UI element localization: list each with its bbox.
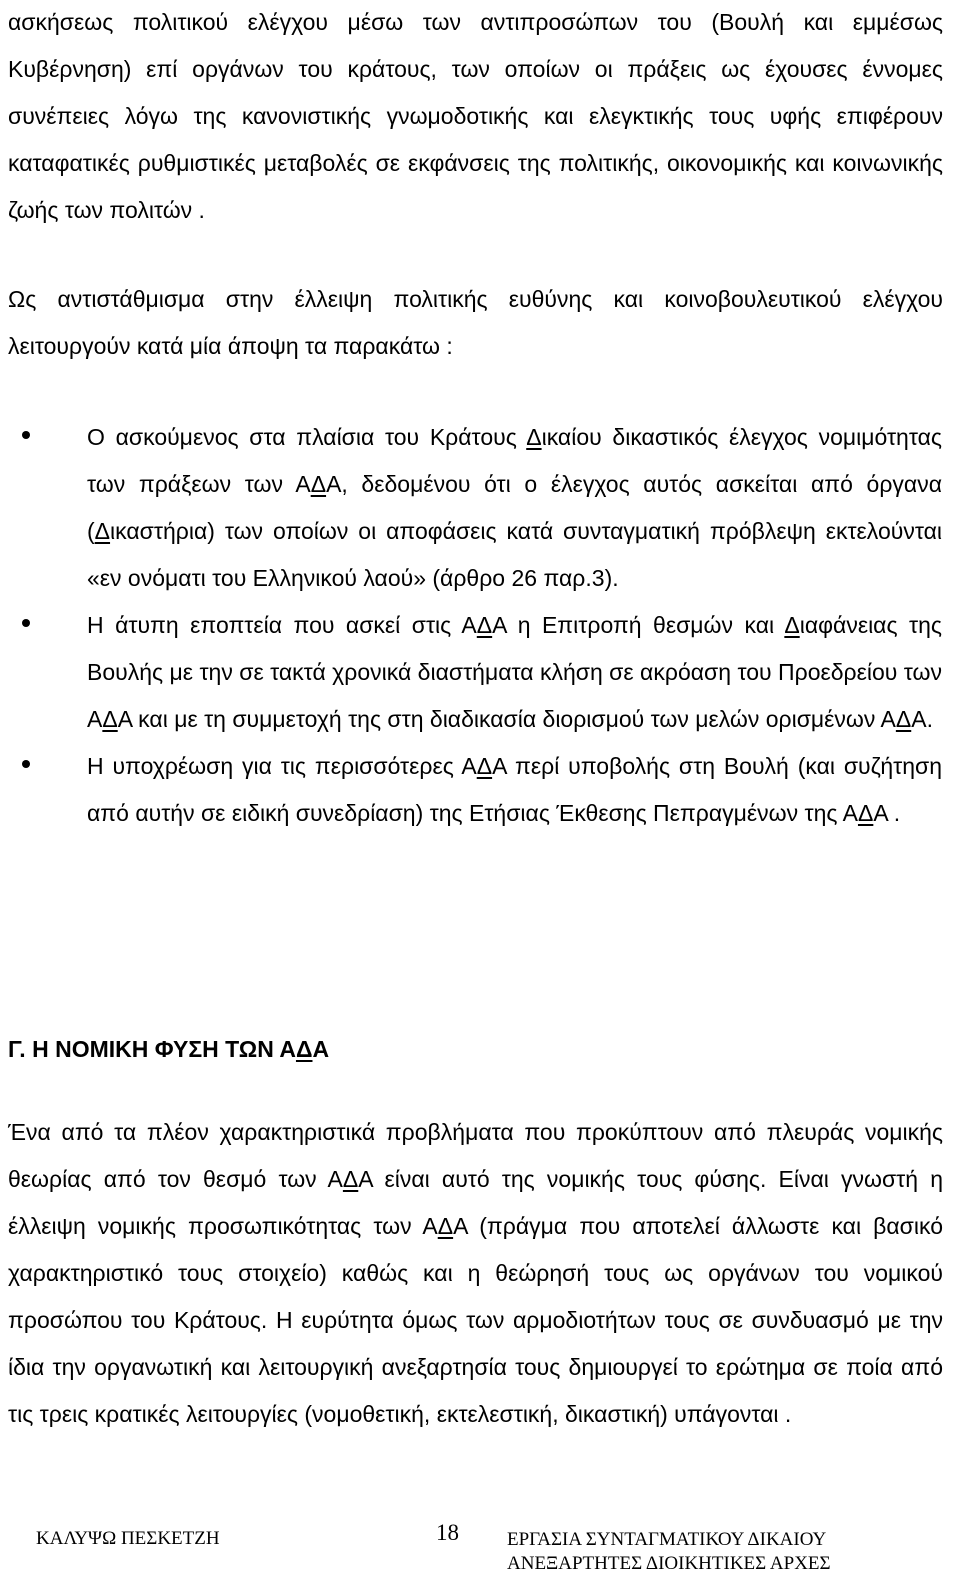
list-item: [0, 602, 960, 743]
bullet-dot-icon: [22, 619, 30, 627]
bullet-text: Ο ασκούμενος στα πλαίσια του Κράτους Δικαίου δικαστικός έλεγχος νομιμότητας των πράξεων των ΑΔΑ, δεδομένου ότι ο έλεγχος αυτός ασκείται από όργανα (Δικαστήρια) των οποίων οι αποφάσεις κατά συνταγματική πρόβλεψη εκτελούνται «εν ονόματι του Ελληνικού λαού» (άρθρο 26 παρ.3).: [87, 424, 943, 591]
list-item: [0, 743, 960, 837]
footer-title-line1: ΕΡΓΑΣΙΑ ΣΥΝΤΑΓΜΑΤΙΚΟΥ ΔΙΚΑΙΟΥ: [507, 1529, 827, 1550]
bullet-dot-icon: [22, 760, 30, 768]
list-item: [0, 414, 960, 602]
paragraph-legal-nature: Ένα από τα πλέον χαρακτηριστικά προβλήματα που προκύπτουν από πλευράς νομικής θεωρίας από τον θεσμό των ΑΔΑ είναι αυτό της νομικής τους φύσης. Είναι γνωστή η έλλειψη νομικής προσωπικότητας των ΑΔΑ (πράγμα που αποτελεί άλλωστε και βασικό χαρακτηριστικό τους στοιχείο) καθώς και η θεώρησή τους ως οργάνων του νομικού προσώπου του Κράτους. Η ευρύτητα όμως των αρμοδιοτήτων τους σε συνδυασμό με την ίδια την οργανωτική και λειτουργική ανεξαρτησία τους δημιουργεί το ερώτημα σε ποία από τις τρεις κρατικές λειτουργίες (νομοθετική, εκτελεστική, δικαστική) υπάγονται .: [8, 1119, 943, 1427]
bullet-dot-icon: [22, 431, 30, 439]
bullet-text: Η άτυπη εποπτεία που ασκεί στις ΑΔΑ η Επιτροπή θεσμών και Διαφάνειας της Βουλής με την σε τακτά χρονικά διαστήματα κλήση σε ακρόαση του Προεδρείου των ΑΔΑ και με τη συμμετοχή της στη διαδικασία διορισμού των μελών ορισμένων ΑΔΑ.: [87, 612, 943, 732]
bullet-list: [0, 414, 960, 837]
section-heading: Γ. Η ΝΟΜΙΚΗ ΦΥΣΗ ΤΩΝ ΑΔΑ: [8, 1036, 330, 1062]
footer-author: ΚΑΛΥΨΩ ΠΕΣΚΕΤΖΗ: [36, 1528, 220, 1549]
paragraph-intro: ασκήσεως πολιτικού ελέγχου μέσω των αντιπροσώπων του (Βουλή και εμμέσως Κυβέρνηση) επί οργάνων του κράτους, των οποίων οι πράξεις ως έχουσες έννομες συνέπειες λόγω της κανονιστικής γνωμοδοτικής και ελεγκτικής τους υφής επιφέρουν καταφατικές ρυθμιστικές μεταβολές σε εκφάνσεις της πολιτικής, οικονομικής και κοινωνικής ζωής των πολιτών .: [8, 9, 943, 223]
bullet-text: Η υποχρέωση για τις περισσότερες ΑΔΑ περί υποβολής στη Βουλή (και συζήτηση από αυτήν σε ειδική συνεδρίαση) της Ετήσιας Έκθεσης Πεπραγμένων της ΑΔΑ .: [87, 753, 942, 826]
footer-title: [507, 1528, 831, 1576]
paragraph-counterbalance: Ως αντιστάθμισμα στην έλλειψη πολιτικής ευθύνης και κοινοβουλευτικού ελέγχου λειτουργούν κατά μία άποψη τα παρακάτω :: [8, 286, 943, 359]
page-footer: [0, 1516, 960, 1590]
footer-title-line2: ΑΝΕΞΑΡΤΗΤΕΣ ΔΙΟΙΚΗΤΙΚΕΣ ΑΡΧΕΣ: [507, 1553, 831, 1574]
page-number: 18: [436, 1520, 459, 1545]
